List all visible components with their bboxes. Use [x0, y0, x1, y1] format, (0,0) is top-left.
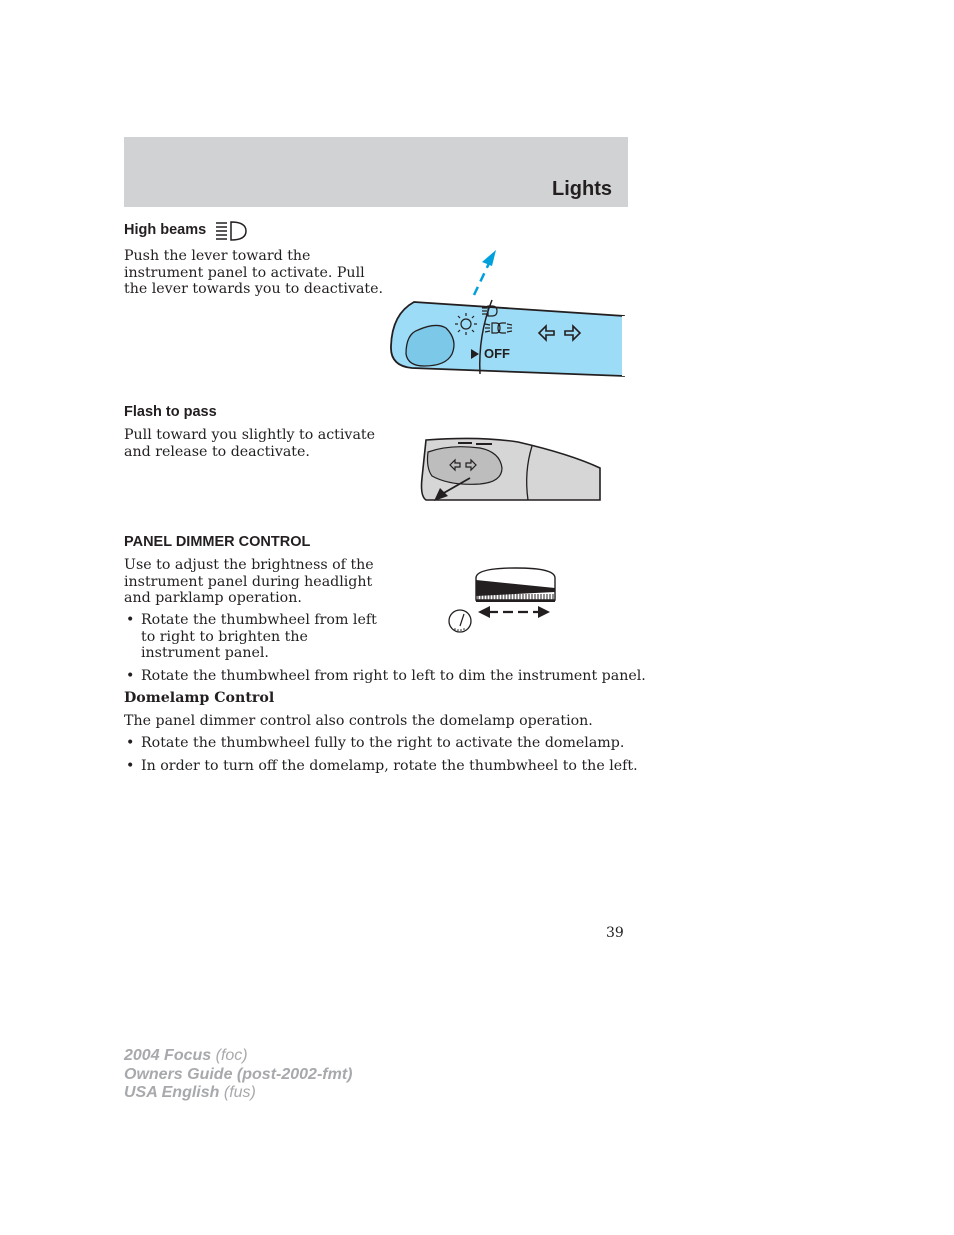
- bullet-text: [141, 612, 377, 662]
- footer-line-language: [124, 1084, 352, 1103]
- high-beams-text: [124, 248, 383, 298]
- headlamp-lever-illustration: [388, 250, 628, 385]
- high-beams-heading: [124, 222, 206, 238]
- footer-guide: Owners Guide (post-2002-fmt): [124, 1065, 353, 1083]
- text-line: Pull toward you slightly to activate: [124, 427, 375, 443]
- text-line: Use to adjust the brightness of the: [124, 557, 374, 573]
- text-line: and parklamp operation.: [124, 590, 302, 607]
- flash-to-pass-lever-illustration: [420, 432, 606, 507]
- text-line: the lever towards you to deactivate.: [124, 281, 384, 298]
- footer-model-code: (foc): [215, 1047, 248, 1064]
- bullet-text: In order to turn off the domelamp, rotate the thumbwheel to the left.: [141, 758, 638, 774]
- footer-line-guide: [124, 1066, 352, 1085]
- domelamp-heading: Domelamp Control: [124, 690, 275, 706]
- footer-model: 2004 Focus: [124, 1047, 212, 1064]
- section-title: Lights: [552, 178, 612, 200]
- text-line: Push the lever toward the: [124, 248, 311, 264]
- off-label: OFF: [484, 346, 510, 361]
- bullet-dot: •: [126, 668, 135, 684]
- section-header-band: [124, 137, 628, 207]
- text-line: and release to deactivate.: [124, 443, 310, 460]
- dimmer-thumbwheel-illustration: [444, 564, 560, 638]
- domelamp-intro: The panel dimmer control also controls the domelamp operation.: [124, 713, 593, 729]
- bullet-text: Rotate the thumbwheel fully to the right to activate the domelamp.: [141, 735, 625, 751]
- high-beams-heading-text: High beams: [124, 222, 207, 238]
- bullet-text: Rotate the thumbwheel from right to left to dim the instrument panel.: [141, 668, 646, 684]
- document-footer: [124, 1047, 352, 1103]
- text-line: instrument panel to activate. Pull: [124, 264, 365, 281]
- bullet-dot: •: [126, 758, 135, 774]
- flash-to-pass-text: [124, 427, 375, 460]
- panel-dimmer-text: [124, 557, 374, 607]
- page-number: 39: [606, 925, 624, 941]
- text-line: to right to brighten the: [141, 628, 308, 645]
- flash-to-pass-heading: Flash to pass: [124, 404, 217, 420]
- high-beam-icon: [214, 220, 250, 242]
- text-line: Rotate the thumbwheel from left: [141, 612, 377, 628]
- footer-language-code: (fus): [223, 1084, 256, 1101]
- bullet-dot: •: [126, 735, 135, 751]
- footer-line-model: [124, 1047, 352, 1066]
- footer-language: USA English: [124, 1084, 220, 1101]
- bullet-dot: •: [126, 612, 135, 628]
- text-line: instrument panel.: [141, 645, 269, 662]
- text-line: instrument panel during headlight: [124, 573, 373, 590]
- panel-dimmer-heading: PANEL DIMMER CONTROL: [124, 534, 311, 550]
